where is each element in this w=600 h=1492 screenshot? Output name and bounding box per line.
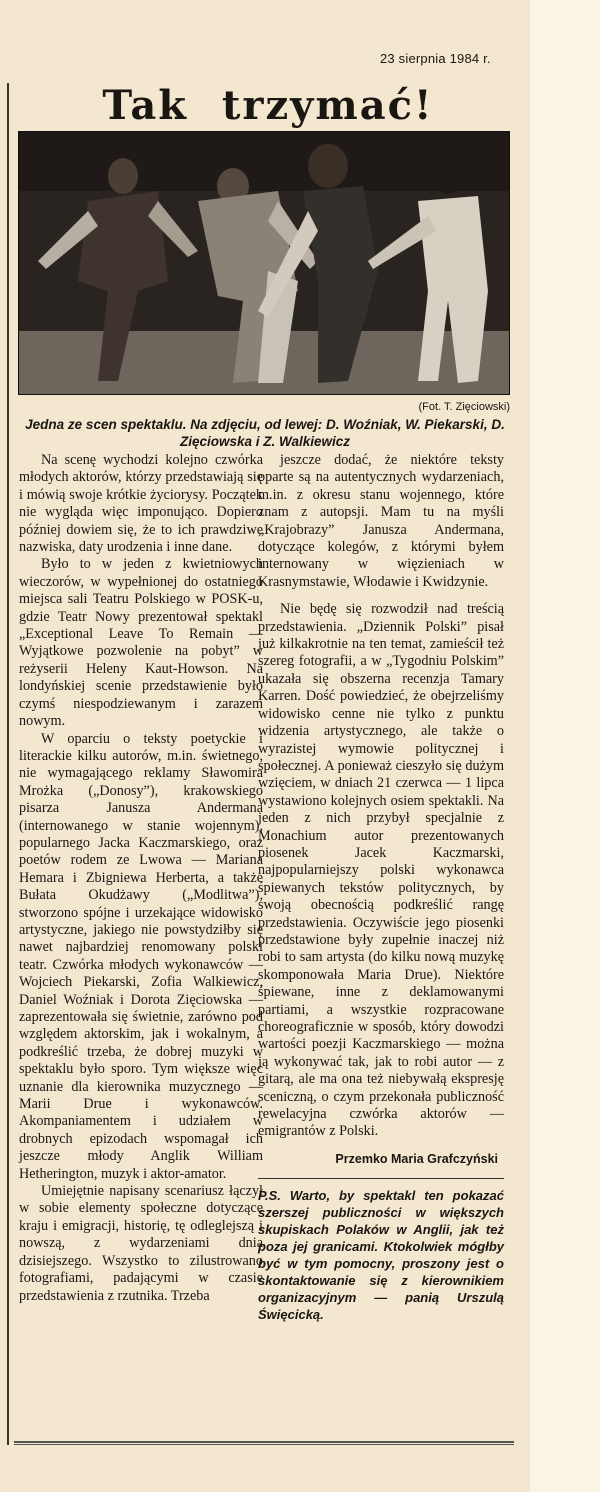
photo-caption: Jedna ze scen spektaklu. Na zdjęciu, od lewej: D. Woźniak, W. Piekarski, D. Zięciowska i Z. Walkiewicz — [25, 417, 505, 449]
postscript-text: P.S. Warto, by spektakl ten pokazać szerszej publiczności w większych skupiskach Polaków w Anglii, jak też poza jej granicami. Ktokolwiek mógłby być w tym pomocny, proszony jest o skontaktowanie się z kierownikiem organizacyjnym — panią Urszulą Święcicką. — [258, 1188, 504, 1323]
stage-photo — [18, 131, 510, 395]
author-signature: Przemko Maria Grafczyński — [335, 1151, 498, 1166]
paragraph: Było to w jeden z kwietniowych wieczorów, w wypełnionej do ostatniego miejsca sali Teatru Polskiego w POSK-u, gdzie Teatr Nowy prezentował spektakl „Exceptional Leave To Remain — Wyjątkowe pozwolenie na pobyt” w reżyserii Heleny Kaut-Howson. Na londyńskiej scenie przedstawienie było czymś niespodziewanym i zarazem nowym. — [19, 556, 263, 730]
stage-photo-icon — [18, 131, 510, 395]
headline: Tak trzymać! — [102, 82, 434, 129]
article-column-2 — [258, 452, 504, 1323]
paragraph: jeszcze dodać, że niektóre teksty oparte są na autentycznych wydarzeniach, m.in. z okresu stanu wojennego, które znam z autopsji. Mam tu na myśli „Krajobrazy” Janusza Andermana, dotyczące kolegów, z którymi byłem internowany w więzieniach w Krasnymstawie, Włodawie i Kwidzynie. — [258, 452, 504, 590]
scan-margin — [530, 0, 600, 1492]
paragraph: W oparciu o teksty poetyckie i literackie kilku autorów, m.in. świetnego, nie wymagającego reklamy Sławomira Mrożka („Donosy”), krakowskiego pisarza Janusza Andermana (internowanego w stanie wojennym), popularnego Jacka Kaczmarskiego, oraz poetów rodem ze Lwowa — Mariana Hemara i Zbigniewa Herberta, a także Bułata Okudżawy („Modlitwa”), stworzono spójne i urzekające widowisko artystyczne, jakiego nie powstydziłby się nawet najbardziej renomowany polski teatr. Czwórka młodych wykonawców — Wojciech Piekarski, Zofia Walkiewicz, Daniel Woźniak i Dorota Zięciowska — zaprezentowała się świetnie, zarówno pod względem aktorskim, jak i wokalnym, a podkreślić trzeba, że dobrej muzyki w spektaklu było sporo. Tym większe więc uznanie dla kierownika muzycznego — Marii Drue i wykonawców. Akompaniamentem i udziałem w drobnych epizodach wspomagał ich jeszcze młody Anglik William Hetherington, muzyk i aktor-amator. — [19, 730, 263, 1182]
bottom-rule — [14, 1441, 514, 1445]
postscript — [258, 1178, 504, 1323]
publication-date: 23 sierpnia 1984 r. — [380, 51, 491, 66]
photo-credit: (Fot. T. Zięciowski) — [418, 401, 510, 413]
paragraph: Nie będę się rozwodził nad treścią przedstawienia. „Dziennik Polski” pisał już kilkakrotnie na ten temat, zamieścił też szereg fotografii, a w „Tygodniu Polskim” ukazała się obszerna recenzja Tamary Karren. Dość powiedzieć, że obejrzeliśmy widowisko cenne nie tylko z punktu widzenia artystycznego, ale także o wyrazistej wymowie politycznej i społecznej. A ponieważ cieszyło się dużym wzięciem, w dniach 21 czerwca — 1 lipca wystawiono kolejnych osiem spektakli. Na jeden z nich przybył specjalnie z Monachium autor prezentowanych piosenek Jacek Kaczmarski, najpopularniejszy polski wykonawca śpiewanych tekstów politycznych, by swoją obecnością podkreślić rangę przedstawienia. Oczywiście jego piosenki przedstawione były zupełnie inaczej niż robi to sam artysta (do kilku nową muzykę skomponowała Maria Drue). Niektóre śpiewane, inne z deklamowanymi partiami, a wszystkie rozpracowane choreograficznie w sposób, który dowodzi wartości poezji Kaczmarskiego — można ją wykonywać tak, jak to robi autor — z gitarą, ale ma ona też niebywałą ekspresję sceniczną, o czym przekonała publiczność rewelacyjna czwórka aktorów — emigrantów z Polski. — [258, 601, 504, 1140]
article-column-1 — [19, 452, 263, 1305]
column-rule — [7, 83, 9, 1445]
paragraph: Umiejętnie napisany scenariusz łączył w sobie elementy społeczne dotyczące kraju i emigracji, historię, tę odleglejszą i nowszą, z wydarzeniami dnia dzisiejszego. Wszystko to zilustrowano fotografiami, padającymi w czasie przedstawienia z rzutnika. Trzeba — [19, 1183, 263, 1304]
paragraph: Na scenę wychodzi kolejno czwórka młodych aktorów, którzy przedstawiają się i mówią swoje krótkie życiorysy. Początek nie wygląda więc imponująco. Dopiero później dowiem się, że to ich prawdziwe nazwiska, daty urodzenia i inne dane. — [19, 452, 263, 556]
